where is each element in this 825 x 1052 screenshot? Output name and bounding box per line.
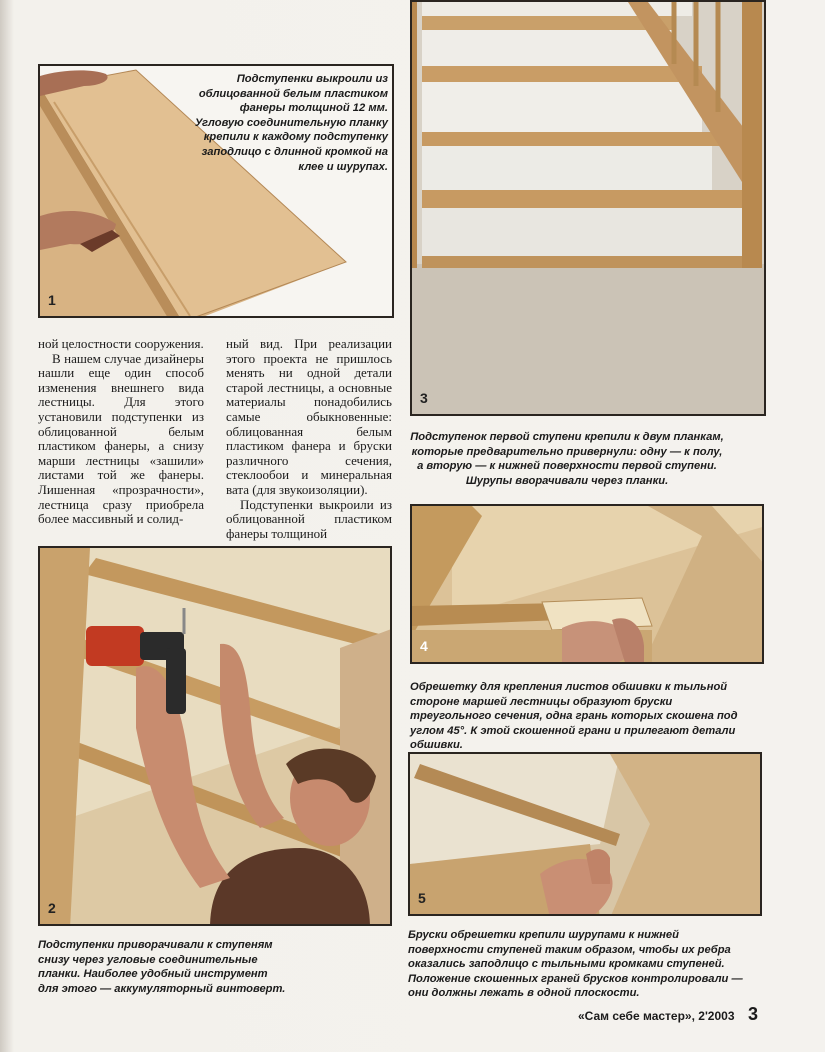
photo-4-number: 4 [420,638,428,654]
magazine-footer: «Сам себе мастер», 2'2003 [578,1009,735,1023]
photo-5-battens-screwing [408,752,762,916]
body-column-1 [38,337,204,527]
photo-4-caption: Обрешетку для крепления листов обшивки к тыльной стороне маршей лестницы образуют бруски треугольного сечения, одна грань которых скошена под углом 45°. К этой скошенной грани и прилегают детали обшивки. [410,681,738,752]
photo-4-battens [410,504,764,664]
photo-1-riser-board [38,64,394,318]
body-col2-paragraph-1: ный вид. При реализации этого проекта не пришлось менять ни одной детали старой лестницы, а основные материалы понадобились самые обыкновенные: облицованная белым пластиком фанера и бруски различного сечения, стеклообои и минеральная вата (для звукоизоляции). [226,336,392,497]
photo-3-staircase [410,0,766,416]
photo-2-number: 2 [48,900,56,916]
body-col1-paragraph-2: В нашем случае дизайнеры нашли еще один способ изменения внешнего вида лестницы. Для этого установили подступенки из облицованной белым пластиком фанеры, а снизу марши лестницы «зашили» листами той же фанеры. Лишенная «прозрачности», лестница сразу приобрела более массивный и солид- [38,350,204,527]
body-col2-paragraph-2: Подступенки выкроили из облицованной пластиком фанеры толщиной [226,496,392,541]
battens-screwing-illustration [410,754,762,916]
staircase-illustration [412,2,766,416]
battens-illustration [412,506,764,664]
photo-2-caption: Подступенки приворачивали к ступеням снизу через угловые соединительные планки. Наиболее удобный инструмент для этого — аккумуляторный винтоверт. [38,939,286,995]
photo-3-caption: Подступенок первой ступени крепили к двум планкам, которые предварительно привернули: одну — к полу, а вторую — к нижней поверхности первой ступени. Шурупы вворачивали через планки. [410,431,724,487]
photo-5-number: 5 [418,890,426,906]
body-column-2 [226,337,392,541]
photo-5-caption: Бруски обрешетки крепили шурупами к нижней поверхности ступеней таким образом, чтобы их ребра оказались заподлицо с тыльными кромками ступеней. Положение скошенных граней брусков контролировали — они должны лежать в одной плоскости. [408,929,743,1000]
body-col1-paragraph-1: ной целостности сооружения. [38,336,204,351]
screwdriver-illustration [40,548,392,926]
photo-1-caption: Подступенки выкроили из облицованной белым пластиком фанеры толщиной 12 мм. Угловую соединительную планку крепили к каждому подступенку заподлицо с длинной кромкой на клее и шурупах. [194,73,388,173]
photo-1-number: 1 [48,292,56,308]
photo-2-screwdriver [38,546,392,926]
photo-3-number: 3 [420,390,428,406]
page-number: 3 [748,1004,759,1024]
